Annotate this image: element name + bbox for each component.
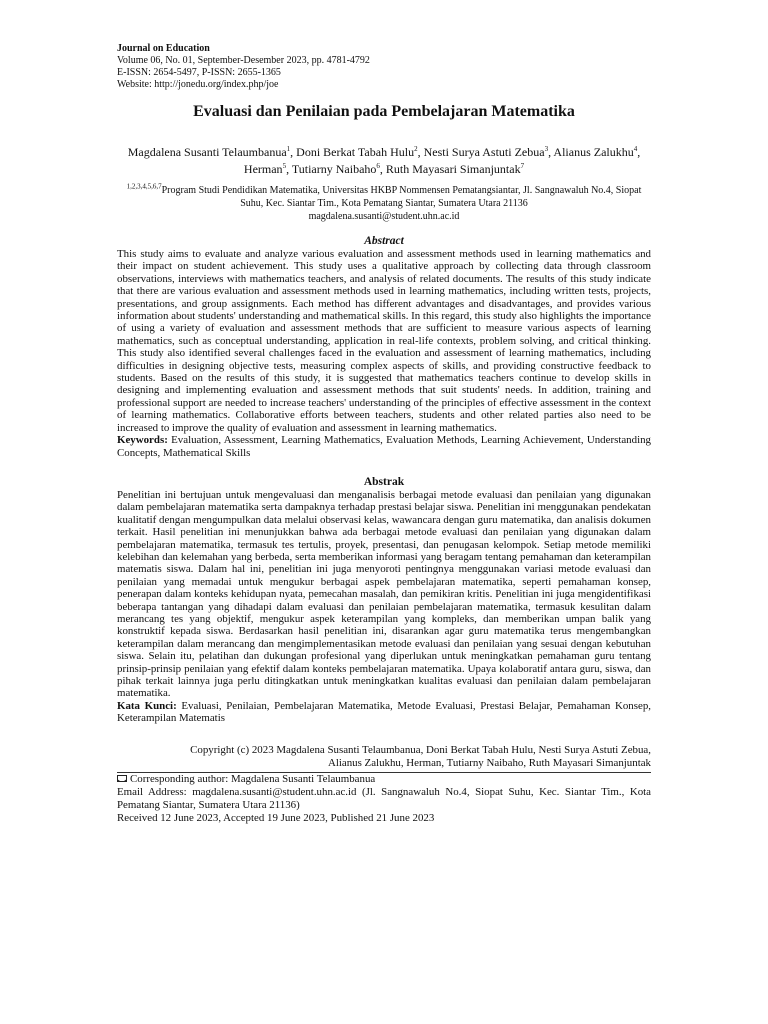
author-name: Ruth Mayasari Simanjuntak — [385, 162, 521, 176]
affiliation-email: magdalena.susanti@student.uhn.ac.id — [308, 211, 460, 222]
affiliation-superscript: 1,2,3,4,5,6,7 — [126, 182, 162, 191]
journal-website: Website: http://jonedu.org/index.php/joe — [117, 79, 279, 90]
copyright-notice — [117, 744, 651, 770]
copyright-line-2: Alianus Zalukhu, Herman, Tutiarny Naibaho, Ruth Mayasari Simanjuntak — [327, 756, 651, 769]
author-superscript: 2 — [414, 145, 418, 153]
journal-volume: Volume 06, No. 01, September-Desember 2023, pp. 4781-4792 — [117, 55, 370, 66]
author-name: Tutiarny Naibaho — [291, 162, 377, 176]
abstrak-text: Penelitian ini bertujuan untuk mengevaluasi dan menganalisis berbagai metode evaluasi dan penilaian yang digunakan dalam pembelajaran matematika serta dampaknya terhadap prestasi belajar siswa. Penelitian ini menggunakan pendekatan kualitatif dengan mengumpulkan data melalui observasi kelas, wawancara dengan guru matematika, dan analisis dokumen terkait. Hasil penelitian ini menunjukkan bahwa ada berbagai metode evaluasi dan penilaian yang digunakan dalam pembelajaran matematika, termasuk tes tertulis, proyek, presentasi, dan penugasan kelompok. Setiap metode memiliki kelebihan dan kelemahan yang berbeda, serta memberikan informasi yang beragam tentang pemahaman dan keterampilan matematis siswa. Dalam hal ini, penelitian ini juga menyoroti pentingnya menggunakan variasi metode evaluasi dan penilaian yang memadai untuk mengukur berbagai aspek pembelajaran matematika, seperti pemahaman konsep, penerapan dalam konteks kehidupan nyata, pemecahan masalah, dan pemikiran kritis. Penelitian ini juga mengidentifikasi beberapa tantangan yang dihadapi dalam evaluasi dan penilaian pembelajaran matematika, termasuk kesulitan dalam merancang tes yang objektif, mengukur aspek keterampilan yang kompleks, dan memberikan umpan balik yang konstruktif kepada siswa. Berdasarkan hasil penelitian ini, disarankan agar guru matematika terus mengembangkan keterampilan dalam merancang dan mengimplementasikan metode evaluasi dan penilaian yang sesuai dengan kebutuhan siswa. Selain itu, pelatihan dan dukungan profesional yang diperlukan untuk meningkatkan pemahaman guru tentang prinsip-prinsip penilaian yang efektif dalam konteks pembelajaran matematika. Upaya kolaboratif antara guru, siswa, dan pihak terkait lainnya juga perlu ditingkatkan untuk meningkatkan kualitas evaluasi dan penilaian dalam pembelajaran matematika. — [117, 488, 651, 700]
author-name: Nesti Surya Astuti Zebua — [423, 145, 545, 159]
author-separator: , — [290, 145, 297, 159]
author-superscript: 1 — [286, 145, 291, 153]
author-separator: , — [379, 162, 386, 176]
author-name: Herman — [243, 162, 283, 176]
paper-page — [117, 43, 651, 825]
affiliation — [117, 184, 651, 223]
author-superscript: 7 — [520, 162, 525, 170]
journal-name: Journal on Education — [117, 43, 210, 54]
author-separator: , — [417, 145, 424, 159]
kata-kunci-label: Kata Kunci: — [117, 699, 177, 712]
footer — [117, 773, 651, 825]
author-separator: , — [548, 145, 554, 159]
keywords — [117, 434, 651, 459]
author-superscript: 6 — [376, 162, 380, 170]
envelope-icon — [117, 775, 127, 782]
keywords-text: Evaluation, Assessment, Learning Mathematics, Evaluation Methods, Learning Achievement, Understanding Concepts, Mathematical Skills — [117, 434, 651, 459]
author-separator: , — [637, 145, 641, 159]
author-superscript: 4 — [633, 145, 638, 153]
abstract-heading: Abstract — [364, 235, 404, 247]
paper-title: Evaluasi dan Penilaian pada Pembelajaran Matematika — [193, 103, 575, 120]
keywords-label: Keywords: — [117, 434, 168, 447]
abstrak-heading: Abstrak — [363, 475, 405, 488]
author-superscript: 3 — [544, 145, 549, 153]
abstract-text: This study aims to evaluate and analyze various evaluation and assessment methods used in learning mathematics and their impact on student achievement. This study uses a qualitative approach by collecting data through classroom observations, interviews with mathematics teachers, and analysis of related documents. The results of this study indicate that there are various evaluation and assessment methods used in learning mathematics, including written tests, projects, presentations, and group assignments. Each method has different advantages and disadvantages, and provides various information about students' understanding and mathematical skills. In this regard, this study also highlights the importance of using a variety of evaluation and assessment methods that are sufficient to measure various aspects of learning mathematics, such as conceptual understanding, application in real-life contexts, problem solving, and critical thinking. This study also identified several challenges faced in the evaluation and assessment of learning mathematics, including difficulties in designing objective tests, measuring complex aspects of skills, and providing constructive feedback to students. Based on the results of this study, it is suggested that mathematics teachers continue to develop skills in designing and implementing evaluation and assessment methods that suit students' needs. In addition, training and professional support are needed to increase teachers' understanding of the principles of effective assessment in the context of learning mathematics. Collaborative efforts between teachers, students and other related parties also need to be increased to improve the quality of evaluation and assessment in learning mathematics. — [117, 248, 651, 434]
received-dates: Received 12 June 2023, Accepted 19 June 2023, Published 21 June 2023 — [117, 811, 435, 824]
author-separator: , — [286, 162, 292, 176]
affiliation-text: Program Studi Pendidikan Matematika, Universitas HKBP Nommensen Pematangsiantar, Jl. Sangnawaluh No.4, Siopat Suhu, Kec. Siantar Tim., Kota Pematang Siantar, Sumatera Utara 21136 — [161, 185, 642, 209]
author-name: Alianus Zalukhu — [553, 145, 634, 159]
author-name: Magdalena Susanti Telaumbanua — [127, 145, 287, 159]
kata-kunci — [117, 700, 651, 725]
author-superscript: 5 — [282, 162, 287, 170]
journal-header — [117, 43, 651, 91]
copyright-line-1: Copyright (c) 2023 Magdalena Susanti Telaumbanua, Doni Berkat Tabah Hulu, Nesti Surya Astuti Zebua, — [190, 743, 651, 756]
author-list — [117, 144, 651, 178]
corresponding-author — [117, 773, 651, 786]
kata-kunci-text: Evaluasi, Penilaian, Pembelajaran Matematika, Metode Evaluasi, Prestasi Belajar, Pemahaman Konsep, Keterampilan Matematis — [117, 699, 651, 725]
author-name: Doni Berkat Tabah Hulu — [296, 145, 415, 159]
email-address: Email Address: magdalena.susanti@student.uhn.ac.id (Jl. Sangnawaluh No.4, Siopat Suhu, Kec. Siantar Tim., Kota Pematang Siantar, Sumatera Utara 21136) — [117, 785, 651, 811]
corresponding-author-text: Corresponding author: Magdalena Susanti Telaumbanua — [130, 772, 376, 785]
journal-issn: E-ISSN: 2654-5497, P-ISSN: 2655-1365 — [117, 67, 281, 78]
